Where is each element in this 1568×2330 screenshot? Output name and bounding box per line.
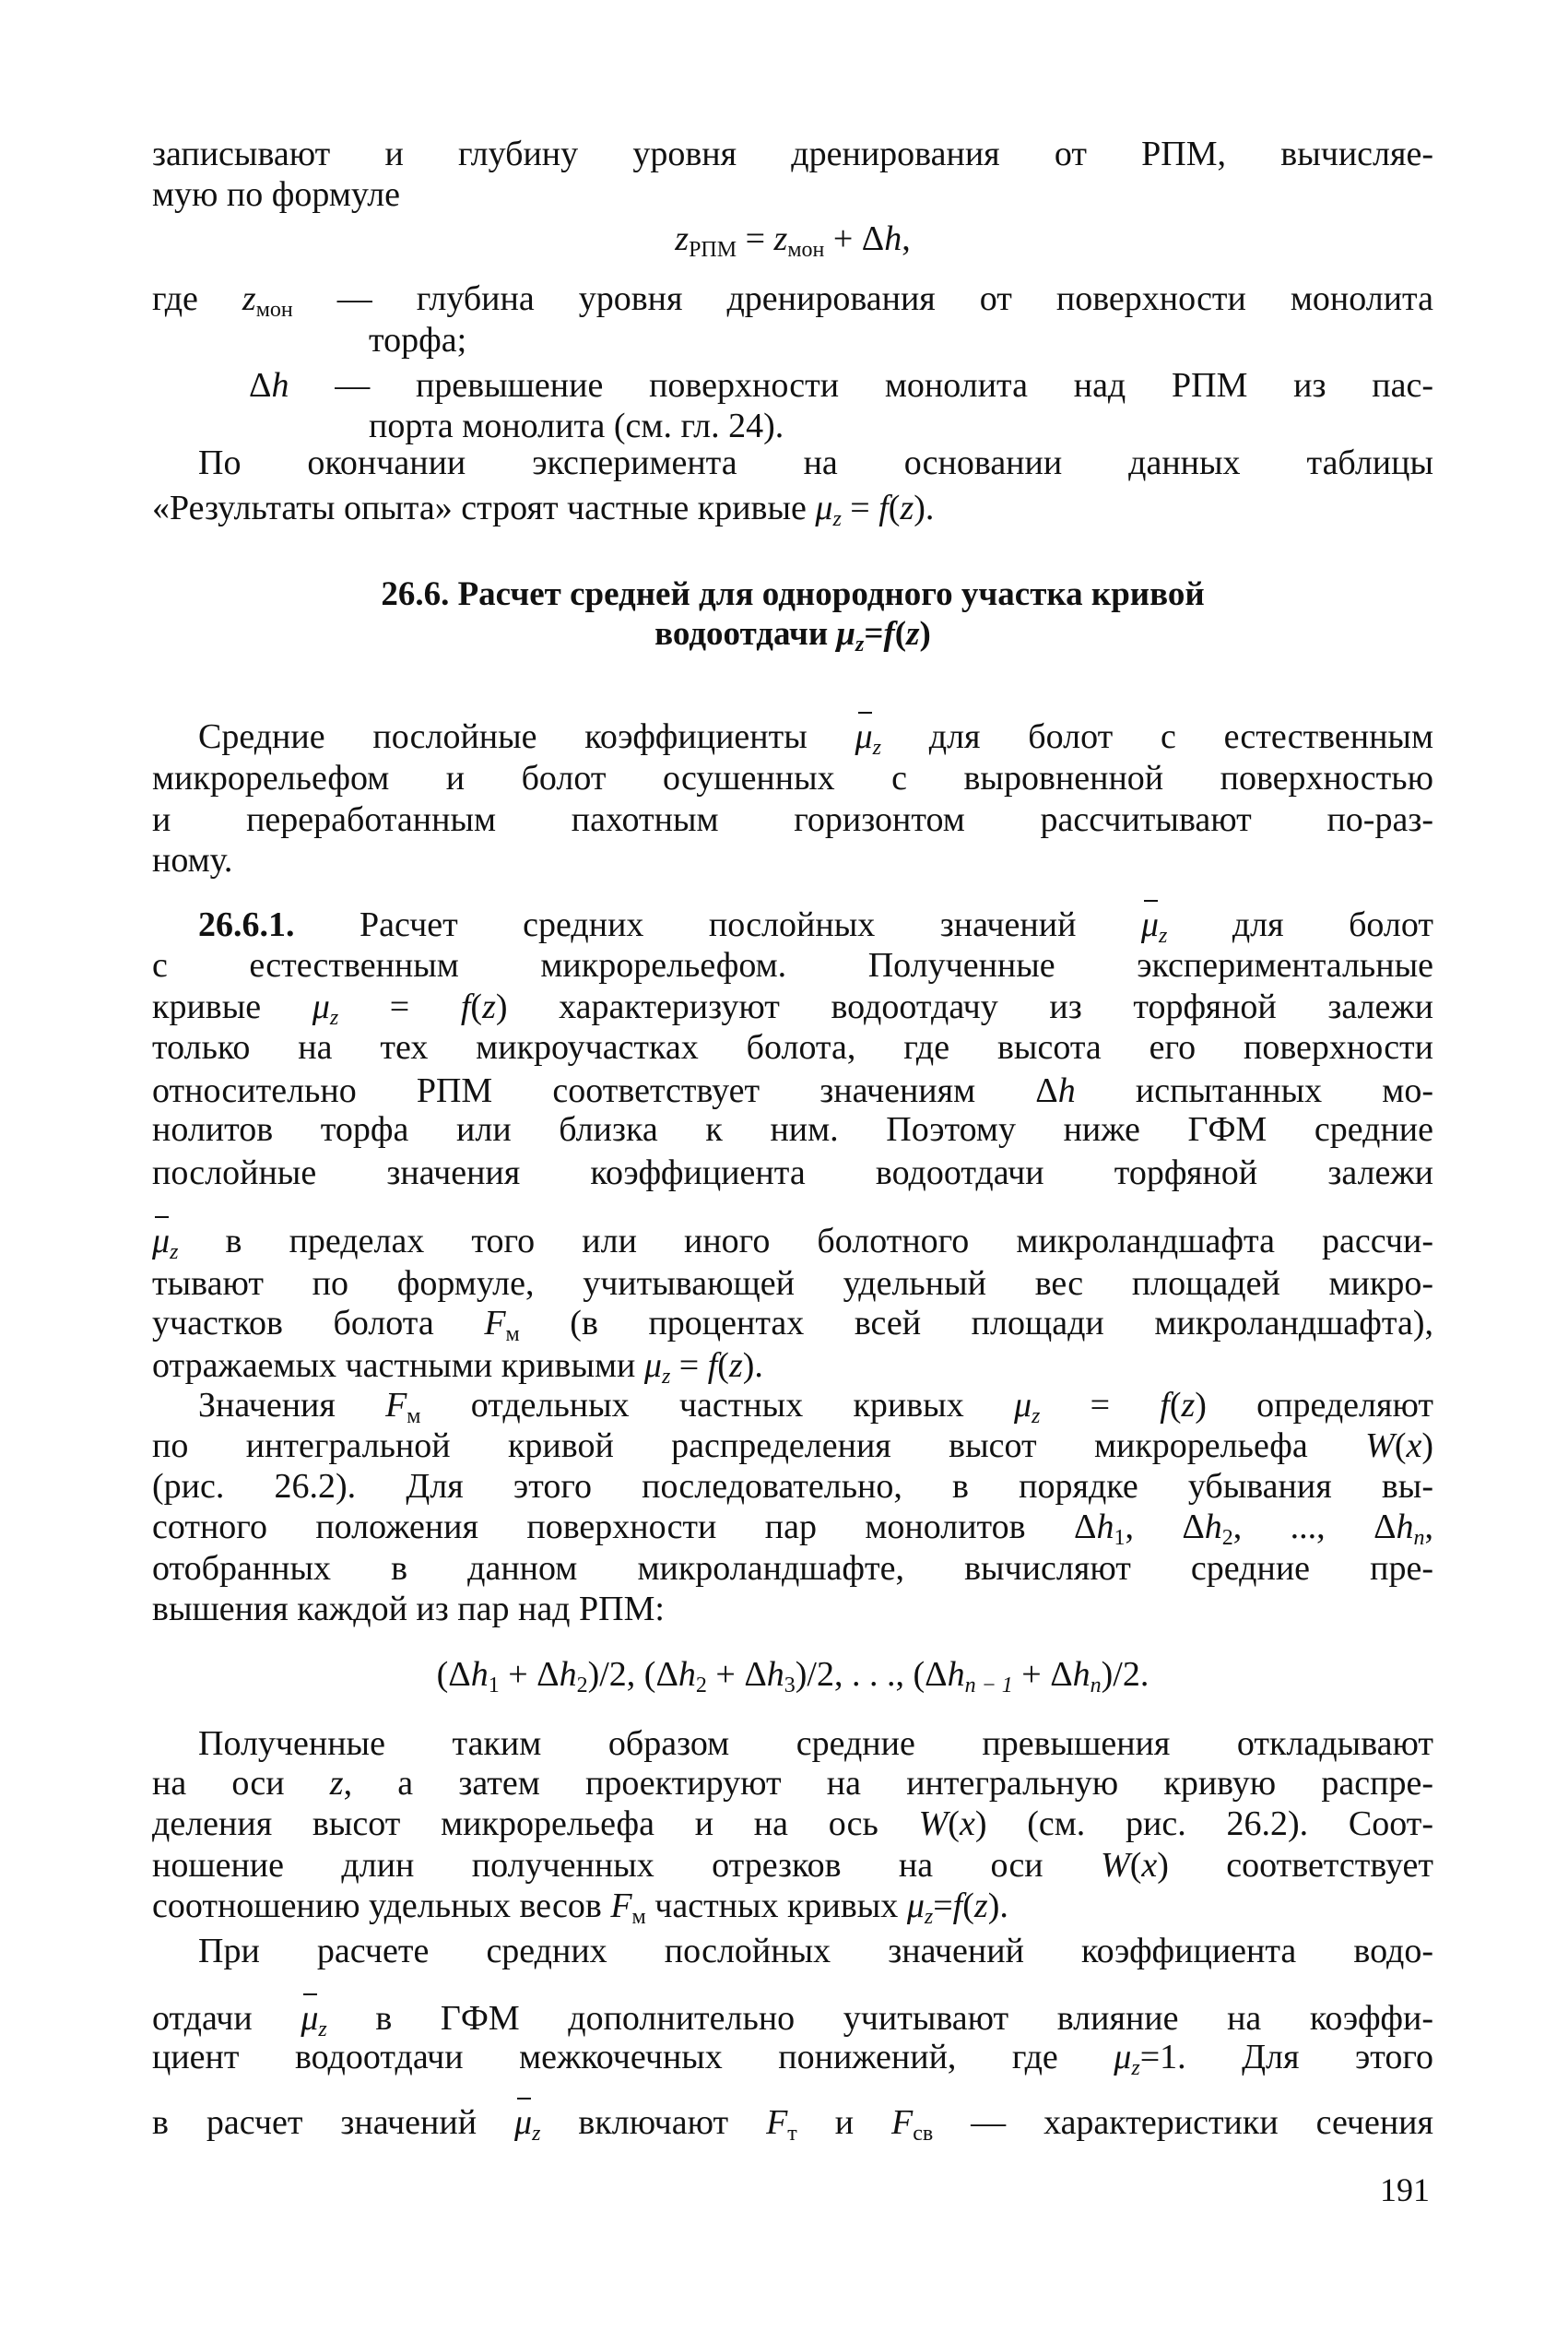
text-run: порта монолита (см. гл. 24). [369, 407, 784, 445]
text-run: =1. Для этого [1139, 2038, 1434, 2076]
text-run: отражаемых частными кривыми [152, 1346, 644, 1385]
math-symbol: x [959, 1804, 975, 1843]
text-run: ) характеризуют водоотдачу из торфяной залежи [495, 988, 1433, 1026]
math-symbol: z [973, 1886, 988, 1925]
text-run: = [864, 615, 884, 653]
text-run: ( [894, 615, 907, 653]
text-run: = [670, 1346, 708, 1385]
text-run: записывают и глубину уровня дренирования от РПМ, вычисляе- [152, 135, 1433, 173]
math-symbol: z [773, 219, 788, 258]
text-run: + Δ [1012, 1655, 1073, 1694]
text-line [198, 1930, 1433, 1972]
math-subscript: n [1090, 1674, 1102, 1697]
text-line [152, 986, 1433, 1028]
text-run: кривые [152, 988, 312, 1026]
math-symbol: W [1365, 1426, 1395, 1465]
math-subscript: z [924, 1905, 934, 1929]
text-run: водоотдачи [654, 615, 837, 653]
text-line [152, 944, 1433, 987]
text-line [198, 904, 1433, 946]
text-run: ( [888, 489, 901, 527]
text-line [152, 1302, 1433, 1344]
subscript: РПМ [689, 238, 737, 262]
math-symbol: W [918, 1804, 949, 1843]
math-symbol: z [1181, 1386, 1196, 1425]
text-run: ). [742, 1346, 763, 1385]
text-line [152, 1844, 1433, 1886]
text-line [152, 2036, 1433, 2078]
text-run: Средние послойные коэффициенты [198, 717, 855, 756]
math-symbol: h [766, 1655, 784, 1694]
math-symbol: F [891, 2103, 914, 2142]
math-symbol: z [675, 219, 690, 258]
math-subscript: z [329, 1006, 339, 1030]
text-line [152, 173, 1433, 216]
math-symbol: z [329, 1764, 344, 1803]
text-line [152, 1803, 1433, 1845]
text-line [152, 1425, 1433, 1467]
text-run: ношение длин полученных отрезков на оси [152, 1846, 1102, 1885]
math-symbol: f [460, 988, 471, 1026]
math-symbol: μ [836, 615, 855, 653]
text-run: ) (см. рис. 26.2). Соот- [974, 1804, 1433, 1843]
text-line [152, 1108, 1433, 1151]
text-line [198, 716, 1433, 758]
text-line [152, 2101, 1433, 2144]
math-symbol: μ [815, 489, 833, 527]
text-line [152, 1465, 1433, 1508]
text-run: отдельных частных кривых [420, 1386, 1014, 1425]
math-subscript: z [1158, 924, 1168, 948]
text-line [152, 278, 1433, 320]
math-symbol: μ [1013, 1386, 1032, 1425]
text-run: мую по формуле [152, 175, 401, 214]
math-symbol: f [1160, 1386, 1170, 1425]
text-run: Полученные таким образом средние превышения откладывают [198, 1724, 1433, 1763]
math-symbol: F [610, 1886, 632, 1925]
text-run: испытанных мо- [1075, 1071, 1433, 1110]
text-run: на оси [152, 1764, 330, 1803]
text-run: для болот с естественным [880, 717, 1434, 756]
subscript: 1 [488, 1674, 500, 1697]
math-symbol: h [1204, 1508, 1222, 1546]
math-symbol: μ [906, 1886, 925, 1925]
subscript: т [787, 2122, 797, 2146]
math-symbol: z [900, 489, 914, 527]
text-run: соотношению удельных весов [152, 1886, 611, 1925]
text-run: = [933, 1886, 953, 1925]
text-run: При расчете средних послойных значений коэффициента водо- [198, 1932, 1433, 1970]
mean-mu-symbol: μ [152, 1222, 171, 1260]
text-line [152, 1344, 1433, 1387]
math-symbol: h [884, 219, 902, 258]
subscript: м [505, 1322, 520, 1346]
text-run: ( [1394, 1426, 1407, 1465]
subscript: 2 [695, 1674, 707, 1697]
text-run: где [152, 279, 242, 318]
text-run: сотного положения поверхности пар монолитов Δ [152, 1508, 1097, 1546]
subscript: м [631, 1905, 646, 1929]
math-subscript: z [1032, 1404, 1041, 1428]
text-run: — глубина уровня дренирования от поверхности монолита [292, 279, 1433, 318]
text-run: включают [540, 2103, 767, 2142]
text-line [152, 1588, 1433, 1630]
math-symbol: z [728, 1346, 743, 1385]
text-run: (рис. 26.2). Для этого последовательно, в порядке убывания вы- [152, 1467, 1433, 1506]
math-symbol: W [1101, 1846, 1130, 1885]
math-symbol: z [906, 615, 920, 653]
mean-mu-symbol: μ [1140, 905, 1159, 944]
text-run: , а затем проектируют на интегральную кривую распре- [343, 1764, 1433, 1803]
text-run: относительно РПМ соответствует значениям Δ [152, 1071, 1058, 1110]
text-line [152, 1762, 1433, 1804]
text-line [152, 1506, 1433, 1548]
math-symbol: z [482, 988, 496, 1026]
math-symbol: μ [312, 988, 330, 1026]
math-subscript: z [872, 736, 881, 760]
text-line [152, 1997, 1433, 2040]
text-run: 26.6. Расчет средней для однородного участка кривой [381, 575, 1205, 613]
text-line [152, 1152, 1433, 1194]
text-run: ( [1129, 1846, 1142, 1885]
text-run: только на тех микроучастках болота, где высота его поверхности [152, 1028, 1433, 1067]
math-symbol: x [1406, 1426, 1422, 1465]
text-run: вышения каждой из пар над РПМ: [152, 1590, 665, 1628]
text-line [152, 1547, 1433, 1590]
text-run: + Δ [499, 1655, 560, 1694]
text-run: + Δ [706, 1655, 767, 1694]
formula-line [152, 218, 1433, 260]
text-run: ( [470, 988, 483, 1026]
text-run: )/2. [1101, 1655, 1149, 1694]
text-run: и [796, 2103, 891, 2142]
text-run: послойные значения коэффициента водоотдачи торфяной залежи [152, 1153, 1433, 1192]
text-run: в расчет значений [152, 2103, 514, 2142]
math-symbol: F [484, 1304, 506, 1342]
text-run: «Результаты опыта» строят частные кривые [152, 489, 816, 527]
text-run: отдачи [152, 1999, 301, 2038]
text-run: — характеристики сечения [933, 2103, 1433, 2142]
math-subscript: n [1413, 1526, 1425, 1550]
text-line [198, 1722, 1433, 1765]
text-run: (Δ [436, 1655, 471, 1694]
subscript: 1 [1114, 1526, 1126, 1550]
subscript: мон [255, 298, 293, 322]
text-line [369, 319, 1433, 361]
text-line [198, 1384, 1433, 1426]
math-symbol: h [1072, 1655, 1091, 1694]
math-subscript: z [1131, 2056, 1140, 2080]
text-run: ному. [152, 841, 233, 880]
math-symbol: h [1396, 1508, 1414, 1546]
text-run: по интегральной кривой распределения высот микрорельефа [152, 1426, 1366, 1465]
text-run: , [902, 219, 911, 258]
subscript: 2 [1221, 1526, 1233, 1550]
formula-line [152, 1653, 1433, 1696]
math-symbol: F [385, 1386, 407, 1425]
math-symbol: F [766, 2103, 788, 2142]
math-symbol: h [1057, 1071, 1076, 1110]
text-run: ). [914, 489, 935, 527]
text-run: отобранных в данном микроландшафте, вычисляют средние пре- [152, 1549, 1433, 1588]
subscript: 3 [784, 1674, 796, 1697]
math-symbol: z [242, 279, 256, 318]
mean-mu-symbol: μ [513, 2103, 533, 2142]
section-heading-line [152, 574, 1433, 616]
text-run: ) [1421, 1426, 1433, 1465]
math-subscript: z [318, 2017, 327, 2041]
text-run: = [737, 219, 774, 258]
subscript: 2 [576, 1674, 588, 1697]
text-line [152, 839, 1433, 881]
text-run: = [841, 489, 879, 527]
subscript: св [913, 2122, 934, 2146]
text-line [152, 1070, 1433, 1112]
math-symbol: f [878, 489, 889, 527]
text-run: Расчет средних послойных значений [294, 905, 1141, 944]
text-line [152, 798, 1433, 841]
text-line [152, 133, 1433, 175]
math-subscript: z [855, 633, 865, 656]
text-run: ). [987, 1886, 1008, 1925]
math-subscript: z [532, 2122, 541, 2146]
text-run: тывают по формуле, учитывающей удельный вес площадей микро- [152, 1264, 1433, 1303]
math-subscript: z [170, 1240, 179, 1264]
text-run: с естественным микрорельефом. Полученные экспериментальные [152, 946, 1433, 985]
text-run: Значения [198, 1386, 386, 1425]
text-run: ) соответствует [1157, 1846, 1433, 1885]
math-symbol: h [678, 1655, 696, 1694]
subscript: м [407, 1404, 421, 1428]
text-run: частных кривых [645, 1886, 907, 1925]
math-symbol: h [1096, 1508, 1114, 1546]
text-run: Δ [249, 366, 272, 405]
math-subscript: n − 1 [964, 1674, 1013, 1697]
text-run: для болот [1167, 905, 1433, 944]
text-run: циент водоотдачи межкочечных понижений, где [152, 2038, 1114, 2076]
text-line [152, 1220, 1433, 1262]
text-run: — превышение поверхности монолита над РПМ из пас- [289, 366, 1433, 405]
text-line [152, 487, 1433, 529]
math-symbol: h [947, 1655, 965, 1694]
text-line [152, 1885, 1433, 1927]
text-line [152, 1026, 1433, 1069]
text-run: )/2, . . ., (Δ [795, 1655, 948, 1694]
text-line [249, 364, 1433, 407]
section-heading-line [152, 613, 1433, 656]
math-symbol: μ [643, 1346, 662, 1385]
text-run: ( [948, 1804, 960, 1843]
text-run: ) определяют [1195, 1386, 1433, 1425]
text-run: торфа; [369, 321, 467, 360]
text-run: , ..., Δ [1232, 1508, 1397, 1546]
mean-mu-symbol: μ [301, 1999, 319, 2038]
math-symbol: μ [1114, 2038, 1132, 2076]
text-run: нолитов торфа или близка к ним. Поэтому ниже ГФМ средние [152, 1110, 1433, 1149]
text-line [152, 757, 1433, 799]
math-symbol: h [271, 366, 289, 405]
text-run: )/2, (Δ [587, 1655, 678, 1694]
text-run: = [1040, 1386, 1161, 1425]
text-run: микрорельефом и болот осушенных с выровненной поверхностью [152, 759, 1433, 798]
math-symbol: f [883, 615, 895, 653]
math-symbol: h [559, 1655, 577, 1694]
subscript: мон [787, 238, 825, 262]
text-run: в ГФМ дополнительно учитывают влияние на коэффи- [326, 1999, 1433, 2038]
section-number: 26.6.1. [198, 905, 295, 944]
text-run: в пределах того или иного болотного микроландшафта рассчи- [178, 1222, 1433, 1260]
text-run: и переработанным пахотным горизонтом рассчитывают по-раз- [152, 800, 1433, 839]
text-line [198, 442, 1433, 484]
text-run: , Δ [1125, 1508, 1205, 1546]
text-run: ( [962, 1886, 974, 1925]
text-run: = [338, 988, 461, 1026]
math-subscript: z [832, 507, 842, 531]
text-line [152, 1262, 1433, 1305]
math-subscript: z [661, 1365, 671, 1389]
mean-mu-symbol: μ [855, 717, 873, 756]
text-run: ( [1169, 1386, 1182, 1425]
text-run: (в процентах всей площади микроландшафта), [519, 1304, 1434, 1342]
text-run: По окончании эксперимента на основании данных таблицы [198, 444, 1433, 482]
text-run: участков болота [152, 1304, 485, 1342]
text-run: ( [717, 1346, 729, 1385]
text-run: + Δ [824, 219, 885, 258]
text-run: деления высот микрорельефа и на ось [152, 1804, 919, 1843]
page-number: 191 [1380, 2171, 1430, 2208]
math-symbol: f [952, 1886, 963, 1925]
text-run: , [1424, 1508, 1434, 1546]
math-symbol: f [707, 1346, 718, 1385]
math-symbol: x [1141, 1846, 1158, 1885]
text-run: ) [919, 615, 931, 653]
math-symbol: h [470, 1655, 489, 1694]
